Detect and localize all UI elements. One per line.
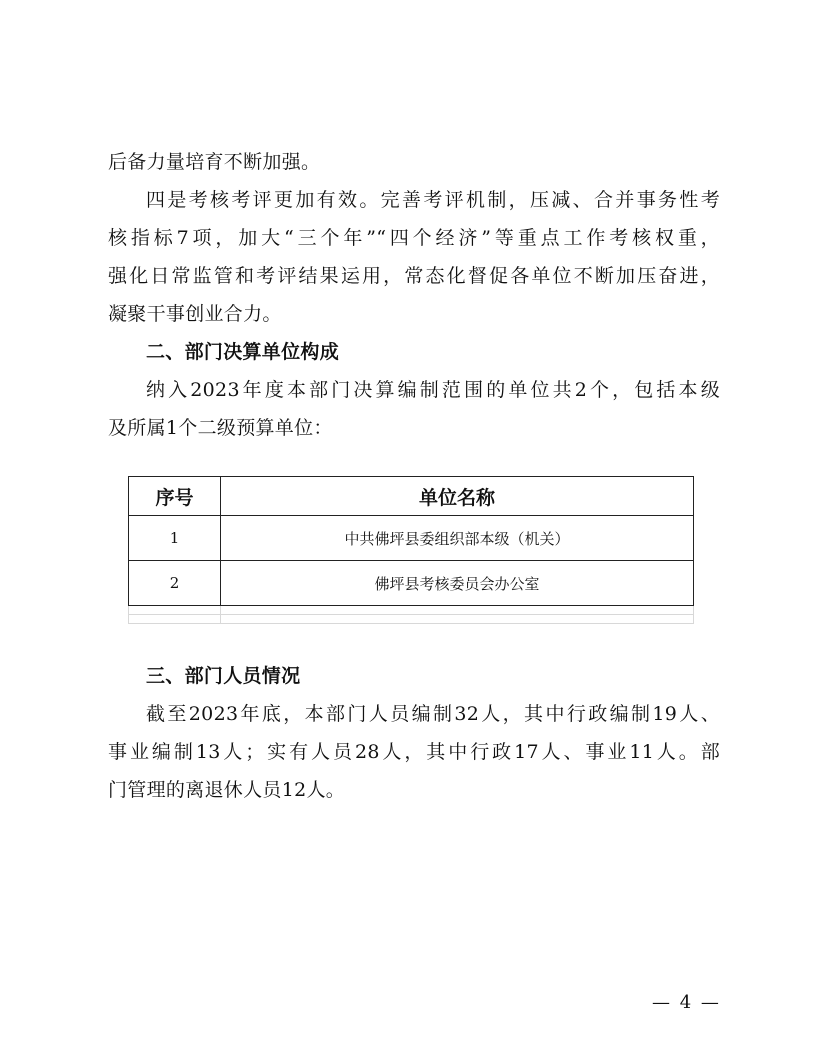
paragraph-line: 门管理的离退休人员12人。 <box>108 779 346 801</box>
header-unit-name: 单位名称 <box>221 477 694 516</box>
paragraph-line: 四是考核考评更加有效。完善考评机制，压减、合并事务性考 <box>146 189 720 211</box>
paragraph-line: 凝聚干事创业合力。 <box>108 303 282 325</box>
paragraph-line: 强化日常监管和考评结果运用，常态化督促各单位不断加压奋进， <box>108 265 720 287</box>
section-heading: 三、部门人员情况 <box>146 665 301 687</box>
paragraph-line: 事业编制13人；实有人员28人，其中行政17人、事业11人。部 <box>108 741 720 763</box>
paragraph-line: 及所属1个二级预算单位： <box>108 417 333 439</box>
section-heading: 二、部门决算单位构成 <box>146 341 340 363</box>
cell-empty <box>129 615 221 624</box>
cell-unit-name: 佛坪县考核委员会办公室 <box>221 561 694 606</box>
table-row <box>129 516 694 561</box>
table-header-row <box>129 477 694 516</box>
unit-table <box>128 476 694 624</box>
paragraph-line: 纳入2023年度本部门决算编制范围的单位共2个，包括本级 <box>146 379 720 401</box>
cell-empty <box>221 615 694 624</box>
header-index: 序号 <box>129 477 221 516</box>
table-row-empty <box>129 606 694 615</box>
page-number: — 4 — <box>652 992 721 1013</box>
paragraph-line: 截至2023年底，本部门人员编制32人，其中行政编制19人、 <box>146 703 720 725</box>
table-row <box>129 561 694 606</box>
cell-empty <box>221 606 694 615</box>
cell-index: 2 <box>129 561 221 606</box>
paragraph-line: 后备力量培育不断加强。 <box>108 151 321 173</box>
paragraph-line: 核指标7项，加大“三个年”“四个经济”等重点工作考核权重， <box>108 227 720 249</box>
cell-empty <box>129 606 221 615</box>
table-row-empty <box>129 615 694 624</box>
cell-unit-name: 中共佛坪县委组织部本级（机关） <box>221 516 694 561</box>
cell-index: 1 <box>129 516 221 561</box>
